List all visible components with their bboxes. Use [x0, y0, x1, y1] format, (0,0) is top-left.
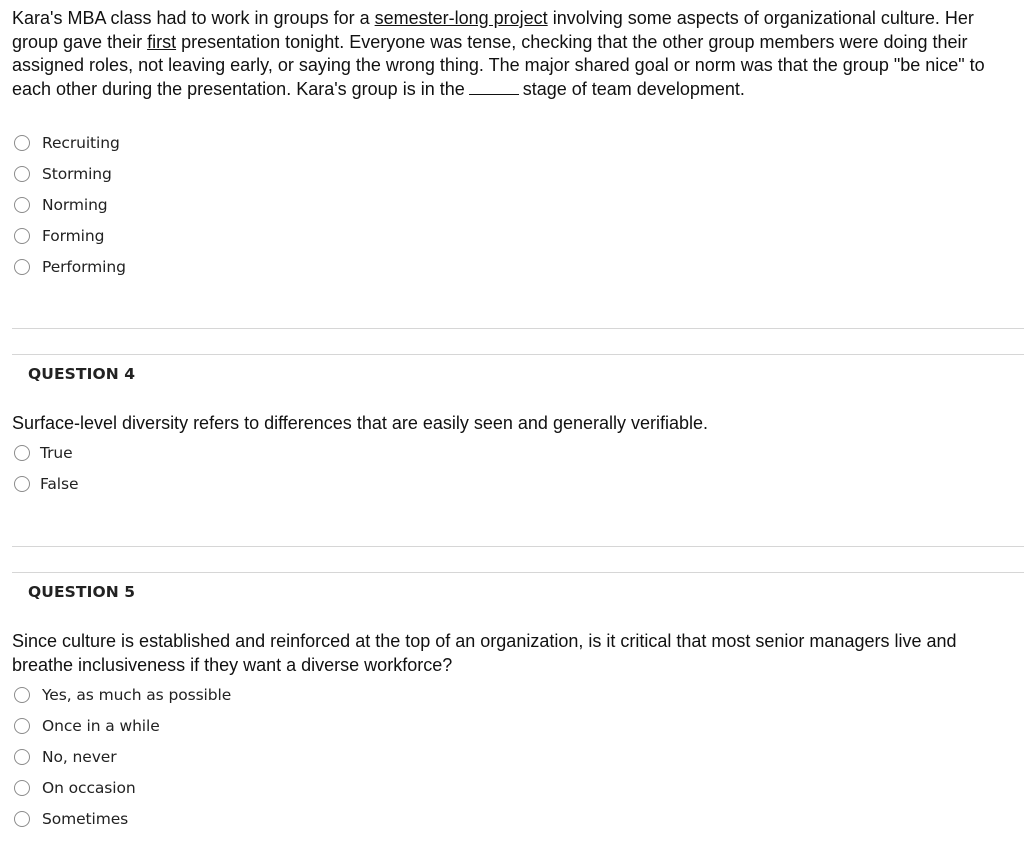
radio-button[interactable] [14, 718, 30, 734]
option-label: Forming [42, 226, 105, 245]
question-5-label: QUESTION 5 [28, 583, 136, 601]
question-3-text-part-2: involving some aspects of organizational culture. Her group gave their [12, 8, 974, 52]
option-label: Yes, as much as possible [42, 685, 232, 704]
option-label: Sometimes [42, 809, 129, 828]
question-4-label: QUESTION 4 [28, 365, 136, 383]
question-3-text [12, 7, 1012, 101]
question-5-text: Since culture is established and reinforced at the top of an organization, is it critical that most senior managers live and breathe inclusiveness if they want a diverse workforce? [12, 631, 957, 675]
option-label: Once in a while [42, 716, 160, 735]
question-divider-top [12, 354, 1024, 355]
option-label: Norming [42, 195, 108, 214]
question-divider-top [12, 572, 1024, 573]
option-on-occasion[interactable] [14, 772, 231, 803]
question-divider-bottom [12, 546, 1024, 547]
radio-button[interactable] [14, 259, 30, 275]
question-3-text-part-3: presentation tonight. Everyone was tense, checking that the other group members were doing their assigned roles, not leaving early, or saying the wrong thing. The major shared goal or norm was that the group "be nice" to each other during the presentation. Kara's group is in the [12, 31, 985, 99]
radio-button[interactable] [14, 197, 30, 213]
question-divider-bottom [12, 328, 1024, 329]
option-yes-as-much-as-possible[interactable] [14, 679, 231, 710]
radio-button[interactable] [14, 780, 30, 796]
question-4-options [14, 437, 78, 499]
question-3-options [14, 127, 126, 282]
option-forming[interactable] [14, 220, 126, 251]
radio-button[interactable] [14, 228, 30, 244]
question-3-text-part-4: stage of team development. [522, 78, 745, 99]
question-5-options [14, 679, 231, 834]
option-storming[interactable] [14, 158, 126, 189]
radio-button[interactable] [14, 749, 30, 765]
option-label: Storming [42, 164, 112, 183]
first-link[interactable]: first [147, 31, 177, 52]
radio-button[interactable] [14, 135, 30, 151]
option-label: No, never [42, 747, 117, 766]
option-label: False [40, 474, 79, 493]
question-3-text-part-1: Kara's MBA class had to work in groups for a [12, 8, 375, 28]
radio-button[interactable] [14, 687, 30, 703]
option-label: Performing [42, 257, 126, 276]
option-sometimes[interactable] [14, 803, 231, 834]
radio-button[interactable] [14, 166, 30, 182]
answer-blank [469, 78, 519, 95]
option-label: True [40, 443, 73, 462]
radio-button[interactable] [14, 476, 30, 492]
option-no-never[interactable] [14, 741, 231, 772]
option-label: Recruiting [42, 133, 120, 152]
option-recruiting[interactable] [14, 127, 126, 158]
option-true[interactable] [14, 437, 78, 468]
option-performing[interactable] [14, 251, 126, 282]
semester-long-project-link[interactable]: semester-long project [374, 8, 548, 28]
option-label: On occasion [42, 778, 136, 797]
radio-button[interactable] [14, 445, 30, 461]
question-4-text: Surface-level diversity refers to differences that are easily seen and generally verifiable. [12, 413, 709, 433]
option-false[interactable] [14, 468, 78, 499]
option-norming[interactable] [14, 189, 126, 220]
option-once-in-a-while[interactable] [14, 710, 231, 741]
radio-button[interactable] [14, 811, 30, 827]
